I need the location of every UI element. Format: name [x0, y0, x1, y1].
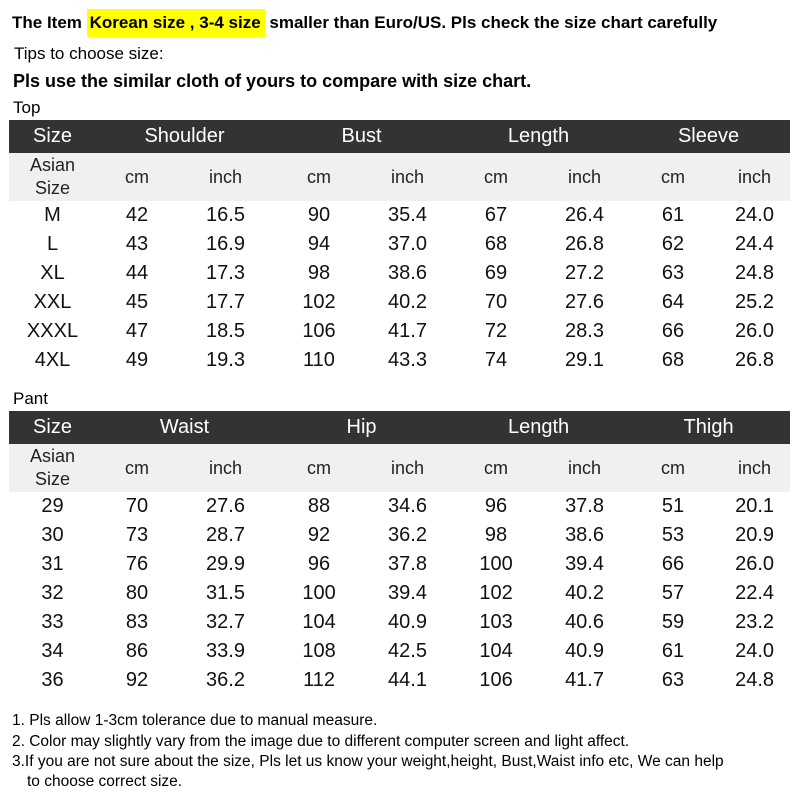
measure-cell: 92	[307, 524, 331, 546]
pant-section-title: Pant	[13, 389, 48, 408]
table-row	[9, 579, 790, 608]
measure-cell: 37.8	[565, 495, 604, 517]
measure-cell: 27.6	[565, 291, 604, 313]
measure-cell: 24.0	[735, 204, 774, 226]
measure-cell: 41.7	[565, 669, 604, 691]
unit-inch: inch	[542, 444, 627, 492]
measure-cell: 104	[302, 611, 336, 633]
table-row	[9, 550, 790, 579]
unit-header-row	[9, 153, 790, 201]
measure-cell: 40.6	[565, 611, 604, 633]
note-2: 2. Color may slightly vary from the image due to different computer screen and light affect.	[12, 733, 630, 750]
measure-cell: 64	[661, 291, 685, 313]
notice-prefix: The Item	[12, 13, 82, 32]
notice-highlight: Korean size , 3-4 size	[87, 9, 265, 37]
table-row	[9, 521, 790, 550]
measure-cell: 44	[125, 262, 149, 284]
size-cell: 29	[41, 495, 64, 517]
asian-size-label	[9, 444, 96, 492]
header-thigh: Thigh	[627, 411, 790, 444]
table-row	[9, 259, 790, 288]
measure-cell: 17.3	[206, 262, 245, 284]
size-cell: 33	[41, 611, 64, 633]
measure-cell: 40.2	[388, 291, 427, 313]
measure-cell: 68	[661, 349, 685, 371]
table-row	[9, 201, 790, 230]
measure-cell: 28.7	[206, 524, 245, 546]
measure-cell: 94	[307, 233, 331, 255]
size-cell: XXXL	[26, 320, 79, 342]
top-section-title: Top	[13, 98, 41, 117]
measure-cell: 24.8	[735, 669, 775, 691]
unit-inch: inch	[178, 444, 273, 492]
notice-suffix: smaller than Euro/US. Pls check the size chart carefully	[269, 13, 718, 32]
unit-cm: cm	[273, 153, 365, 201]
measure-cell: 20.9	[735, 524, 775, 546]
header-shoulder: Shoulder	[96, 120, 273, 153]
unit-cm: cm	[96, 153, 178, 201]
measure-cell: 102	[302, 291, 336, 313]
header-size: Size	[9, 411, 96, 444]
measure-cell: 43	[125, 233, 149, 255]
measure-cell: 80	[125, 582, 149, 604]
size-cell: XL	[40, 262, 65, 284]
measure-cell: 76	[125, 553, 149, 575]
measure-cell: 100	[479, 553, 513, 575]
unit-cm: cm	[96, 444, 178, 492]
measure-cell: 43.3	[388, 349, 427, 371]
pant-table-body	[9, 444, 790, 695]
table-row	[9, 230, 790, 259]
measure-cell: 19.3	[206, 349, 245, 371]
measure-cell: 61	[661, 640, 685, 662]
measure-cell: 36.2	[388, 524, 427, 546]
measure-cell: 96	[484, 495, 508, 517]
measure-cell: 26.0	[735, 320, 774, 342]
asian-size-line: Asian	[29, 446, 76, 466]
measure-cell: 34.6	[388, 495, 427, 517]
measure-cell: 16.9	[206, 233, 245, 255]
measure-cell: 17.7	[206, 291, 245, 313]
measure-cell: 39.4	[388, 582, 427, 604]
measure-cell: 59	[661, 611, 685, 633]
unit-inch: inch	[178, 153, 273, 201]
measure-cell: 62	[661, 233, 685, 255]
measure-cell: 67	[484, 204, 508, 226]
measure-cell: 110	[303, 349, 335, 371]
measure-cell: 83	[125, 611, 149, 633]
measure-cell: 96	[307, 553, 331, 575]
unit-inch: inch	[719, 153, 790, 201]
measure-cell: 38.6	[388, 262, 427, 284]
measure-cell: 70	[484, 291, 508, 313]
measure-cell: 26.8	[565, 233, 604, 255]
table-row	[9, 492, 790, 521]
measure-cell: 35.4	[388, 204, 427, 226]
table-row	[9, 608, 790, 637]
note-3: 3.If you are not sure about the size, Pls let us know your weight,height, Bust,Waist info etc, We can help	[12, 753, 724, 770]
size-cell: L	[46, 233, 59, 255]
unit-cm: cm	[450, 153, 542, 201]
pant-size-table	[9, 411, 790, 695]
measure-cell: 100	[302, 582, 336, 604]
measure-cell: 57	[661, 582, 685, 604]
measure-cell: 72	[484, 320, 508, 342]
measure-cell: 90	[307, 204, 331, 226]
measure-cell: 22.4	[735, 582, 775, 604]
measure-cell: 40.2	[565, 582, 604, 604]
measure-cell: 24.0	[735, 640, 775, 662]
measure-cell: 40.9	[565, 640, 604, 662]
measure-cell: 38.6	[565, 524, 604, 546]
measure-cell: 37.8	[388, 553, 427, 575]
measure-cell: 26.4	[565, 204, 604, 226]
measure-cell: 44.1	[388, 669, 427, 691]
table-row	[9, 288, 790, 317]
top-size-table	[9, 120, 790, 375]
measure-cell: 20.1	[735, 495, 775, 517]
measure-cell: 98	[484, 524, 508, 546]
size-cell: XXL	[33, 291, 72, 313]
measure-cell: 66	[661, 320, 685, 342]
header-sleeve: Sleeve	[627, 120, 790, 153]
table-row	[9, 666, 790, 695]
measure-cell: 39.4	[565, 553, 604, 575]
size-notice	[12, 8, 717, 38]
measure-cell: 103	[479, 611, 513, 633]
size-cell: 31	[41, 553, 64, 575]
unit-inch: inch	[365, 153, 450, 201]
measure-cell: 61	[661, 204, 685, 226]
measure-cell: 92	[125, 669, 149, 691]
measure-cell: 70	[125, 495, 149, 517]
measure-cell: 74	[484, 349, 508, 371]
measure-cell: 45	[125, 291, 149, 313]
size-cell: M	[44, 204, 61, 226]
header-bust: Bust	[273, 120, 450, 153]
measure-cell: 28.3	[565, 320, 604, 342]
size-cell: 4XL	[34, 349, 71, 371]
measure-cell: 29.1	[565, 349, 604, 371]
measure-cell: 33.9	[206, 640, 245, 662]
unit-inch: inch	[365, 444, 450, 492]
measure-cell: 36.2	[206, 669, 245, 691]
asian-size-line: Size	[34, 178, 70, 198]
size-cell: 36	[41, 669, 64, 691]
header-length: Length	[450, 120, 627, 153]
measure-cell: 26.0	[735, 553, 775, 575]
measure-cell: 27.2	[565, 262, 604, 284]
measure-cell: 102	[479, 582, 513, 604]
table-row	[9, 317, 790, 346]
size-advice: Pls use the similar cloth of yours to compare with size chart.	[13, 71, 532, 91]
measure-cell: 47	[125, 320, 149, 342]
asian-size-line: Asian	[29, 155, 76, 175]
measure-cell: 108	[302, 640, 336, 662]
measure-cell: 42	[125, 204, 149, 226]
measure-cell: 40.9	[388, 611, 427, 633]
measure-cell: 24.8	[735, 262, 774, 284]
top-table-body	[9, 153, 790, 375]
table-row	[9, 346, 790, 375]
measure-cell: 88	[307, 495, 331, 517]
measure-cell: 42.5	[388, 640, 427, 662]
table-row	[9, 637, 790, 666]
measure-cell: 32.7	[206, 611, 245, 633]
header-size: Size	[9, 120, 96, 153]
asian-size-label	[9, 153, 96, 201]
unit-inch: inch	[542, 153, 627, 201]
measure-cell: 16.5	[206, 204, 245, 226]
tips-heading: Tips to choose size:	[14, 44, 164, 63]
measure-cell: 23.2	[735, 611, 775, 633]
measure-cell: 106	[479, 669, 513, 691]
pant-header-row	[9, 411, 790, 444]
unit-cm: cm	[627, 153, 719, 201]
note-1: 1. Pls allow 1-3cm tolerance due to manual measure.	[12, 712, 378, 729]
header-hip: Hip	[273, 411, 450, 444]
measure-cell: 106	[302, 320, 336, 342]
measure-cell: 86	[125, 640, 149, 662]
measure-cell: 27.6	[206, 495, 245, 517]
measure-cell: 104	[479, 640, 513, 662]
note-3-continued: to choose correct size.	[27, 773, 183, 790]
header-waist: Waist	[96, 411, 273, 444]
measure-cell: 66	[661, 553, 685, 575]
measure-cell: 53	[661, 524, 685, 546]
measure-cell: 98	[307, 262, 331, 284]
asian-size-line: Size	[34, 469, 70, 489]
measure-cell: 24.4	[735, 233, 774, 255]
measure-cell: 68	[484, 233, 508, 255]
unit-header-row	[9, 444, 790, 492]
size-cell: 30	[41, 524, 64, 546]
unit-cm: cm	[273, 444, 365, 492]
measure-cell: 29.9	[206, 553, 245, 575]
size-cell: 32	[41, 582, 64, 604]
measure-cell: 41.7	[388, 320, 427, 342]
measure-cell: 18.5	[206, 320, 245, 342]
measure-cell: 49	[125, 349, 149, 371]
measure-cell: 51	[661, 495, 685, 517]
size-cell: 34	[41, 640, 64, 662]
measure-cell: 63	[661, 669, 685, 691]
measure-cell: 112	[303, 669, 335, 691]
measure-cell: 63	[661, 262, 685, 284]
header-length: Length	[450, 411, 627, 444]
unit-cm: cm	[450, 444, 542, 492]
measure-cell: 25.2	[735, 291, 774, 313]
unit-cm: cm	[627, 444, 719, 492]
measure-cell: 69	[484, 262, 508, 284]
unit-inch: inch	[719, 444, 790, 492]
measure-cell: 31.5	[206, 582, 245, 604]
measure-cell: 26.8	[735, 349, 774, 371]
top-header-row	[9, 120, 790, 153]
measure-cell: 37.0	[388, 233, 427, 255]
measure-cell: 73	[125, 524, 149, 546]
